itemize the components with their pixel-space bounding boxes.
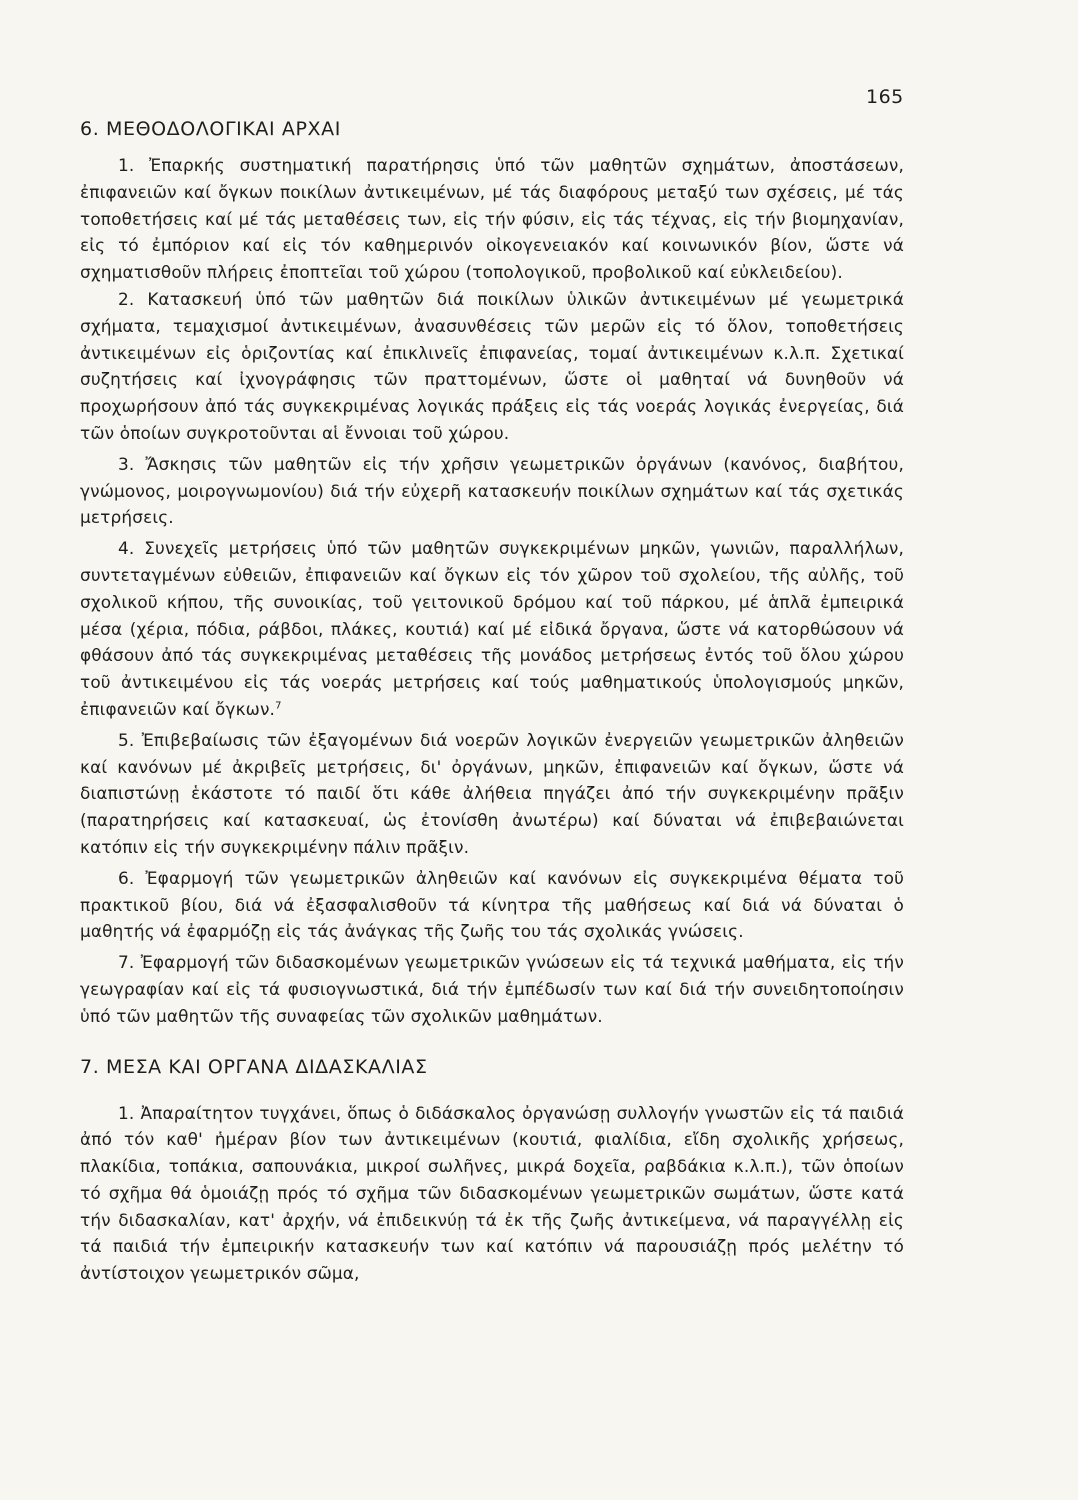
paragraph-text: 4. Συνεχεῖς μετρήσεις ὑπό τῶν μαθητῶν συγκεκριμένων μηκῶν, γωνιῶν, παραλλήλων, συντεταγμένων εὐθειῶν, ἐπιφανειῶν καί ὄγκων εἰς τόν χῶρον τοῦ σχολείου, τῆς αὐλῆς, τοῦ σχολικοῦ κήπου, τῆς συνοικίας, τοῦ γειτονικοῦ δρόμου καί τοῦ πάρκου, μέ ἁπλᾶ ἐμπειρικά μέσα (χέρια, πόδια, ράβδοι, πλάκες, κουτιά) καί μέ εἰδικά ὄργανα, ὥστε νά κατορθώσουν νά φθάσουν ἀπό τάς συγκεκριμένας μεταθέσεις τῆς μονάδος μετρήσεως ἐντός τοῦ ὅλου χώρου τοῦ ἀντικειμένου εἰς τάς νοεράς μετρήσεις καί τούς μαθηματικούς ὑπολογισμούς μηκῶν, ἐπιφανειῶν καί ὄγκων. <box>80 538 904 719</box>
paragraph-with-footnote <box>80 535 904 723</box>
section-heading: 6. ΜΕΘΟΔΟΛΟΓΙΚΑΙ ΑΡΧΑΙ <box>80 118 341 140</box>
section-heading: 7. ΜΕΣΑ ΚΑΙ ΟΡΓΑΝΑ ΔΙΔΑΣΚΑΛΙΑΣ <box>80 1055 428 1078</box>
paragraph: 2. Κατασκευή ὑπό τῶν μαθητῶν διά ποικίλων ὑλικῶν ἀντικειμένων μέ γεωμετρικά σχήματα, τεμαχισμοί ἀντικειμένων, ἀνασυνθέσεις τῶν μερῶν εἰς τό ὅλον, τοποθετήσεις ἀντικειμένων εἰς ὁριζοντίας καί ἐπικλινεῖς ἐπιφανείας, τομαί ἀντικειμένων κ.λ.π. Σχετικαί συζητήσεις καί ἰχνογράφησις τῶν πραττομένων, ὥστε οἱ μαθηταί νά δυνηθοῦν νά προχωρήσουν ἀπό τάς συγκεκριμένας λογικάς πράξεις εἰς τάς νοεράς λογικάς ἐνεργείας, διά τῶν ὁποίων συγκροτοῦνται αἱ ἔννοιαι τοῦ χώρου. <box>80 288 904 443</box>
page-content <box>80 118 904 1287</box>
footnote-mark: 7 <box>275 700 282 712</box>
section-teaching-means <box>80 1056 904 1288</box>
section-methodological-principles <box>80 118 904 1030</box>
paragraph: 6. Ἐφαρμογή τῶν γεωμετρικῶν ἀληθειῶν καί κανόνων εἰς συγκεκριμένα θέματα τοῦ πρακτικοῦ βίου, διά νά ἐξασφαλισθοῦν τά κίνητρα τῆς μαθήσεως καί διά νά δύναται ὁ μαθητής νά ἐφαρμόζῃ εἰς τάς ἀνάγκας τῆς ζωῆς του τάς σχολικάς γνώσεις. <box>80 867 904 942</box>
paragraph: 7. Ἐφαρμογή τῶν διδασκομένων γεωμετρικῶν γνώσεων εἰς τά τεχνικά μαθήματα, εἰς τήν γεωγραφίαν καί εἰς τά φυσιογνωστικά, διά τήν ἐμπέδωσίν των καί διά τήν συνειδητοποίησιν ὑπό τῶν μαθητῶν τῆς συναφείας τῶν σχολικῶν μαθημάτων. <box>80 952 904 1026</box>
paragraph: 5. Ἐπιβεβαίωσις τῶν ἐξαγομένων διά νοερῶν λογικῶν ἐνεργειῶν γεωμετρικῶν ἀληθειῶν καί κανόνων μέ ἀκριβεῖς μετρήσεις, δι' ὀργάνων, μηκῶν, ἐπιφανειῶν καί ὄγκων, ὥστε νά διαπιστώνῃ ἑκάστοτε τό παιδί ὅτι κάθε ἀλήθεια πηγάζει ἀπό τήν συγκεκριμένην πρᾶξιν (παρατηρήσεις καί κατασκευαί, ὡς ἐτονίσθη ἀνωτέρω) καί δύναται νά ἐπιβεβαιώνεται κατόπιν εἰς τήν συγκεκριμένην πάλιν πρᾶξιν. <box>80 729 904 857</box>
page-number: 165 <box>866 86 904 108</box>
paragraph: 3. Ἄσκησις τῶν μαθητῶν εἰς τήν χρῆσιν γεωμετρικῶν ὀργάνων (κανόνος, διαβήτου, γνώμονος, μοιρογνωμονίου) διά τήν εὐχερῆ κατασκευήν ποικίλων σχημάτων καί τάς σχετικάς μετρήσεις. <box>80 453 904 528</box>
paragraph: 1. Ἀπαραίτητον τυγχάνει, ὅπως ὁ διδάσκαλος ὀργανώσῃ συλλογήν γνωστῶν εἰς τά παιδιά ἀπό τόν καθ' ἡμέραν βίον των ἀντικειμένων (κουτιά, φιαλίδια, εἴδη σχολικῆς χρήσεως, πλακίδια, τοπάκια, σαπουνάκια, μικροί σωλῆνες, μικρά δοχεῖα, ραβδάκια κ.λ.π.), τῶν ὁποίων τό σχῆμα θά ὁμοιάζῃ πρός τό σχῆμα τῶν διδασκομένων γεωμετρικῶν σωμάτων, ὥστε κατά τήν διδασκαλίαν, κατ' ἀρχήν, νά ἐπιδεικνύῃ τά ἐκ τῆς ζωῆς ἀντικείμενα, νά παραγγέλλῃ εἰς τά παιδιά τήν ἐμπειρικήν κατασκευήν των καί κατόπιν νά παρουσιάζῃ πρός μελέτην τό ἀντίστοιχον γεωμετρικόν σῶμα, <box>80 1102 904 1284</box>
paragraph: 1. Ἐπαρκής συστηματική παρατήρησις ὑπό τῶν μαθητῶν σχημάτων, ἀποστάσεων, ἐπιφανειῶν καί ὄγκων ποικίλων ἀντικειμένων, μέ τάς διαφόρους μεταξύ των σχέσεις, μέ τάς τοποθετήσεις καί μέ τάς μεταθέσεις των, εἰς τήν φύσιν, εἰς τάς τέχνας, εἰς τήν βιομηχανίαν, εἰς τό ἐμπόριον καί εἰς τόν καθημερινόν οἰκογενειακόν καί κοινωνικόν βίον, ὥστε νά σχηματισθοῦν πλήρεις ἐποπτεῖαι τοῦ χώρου (τοπολογικοῦ, προβολικοῦ καί εὐκλειδείου). <box>80 155 904 283</box>
